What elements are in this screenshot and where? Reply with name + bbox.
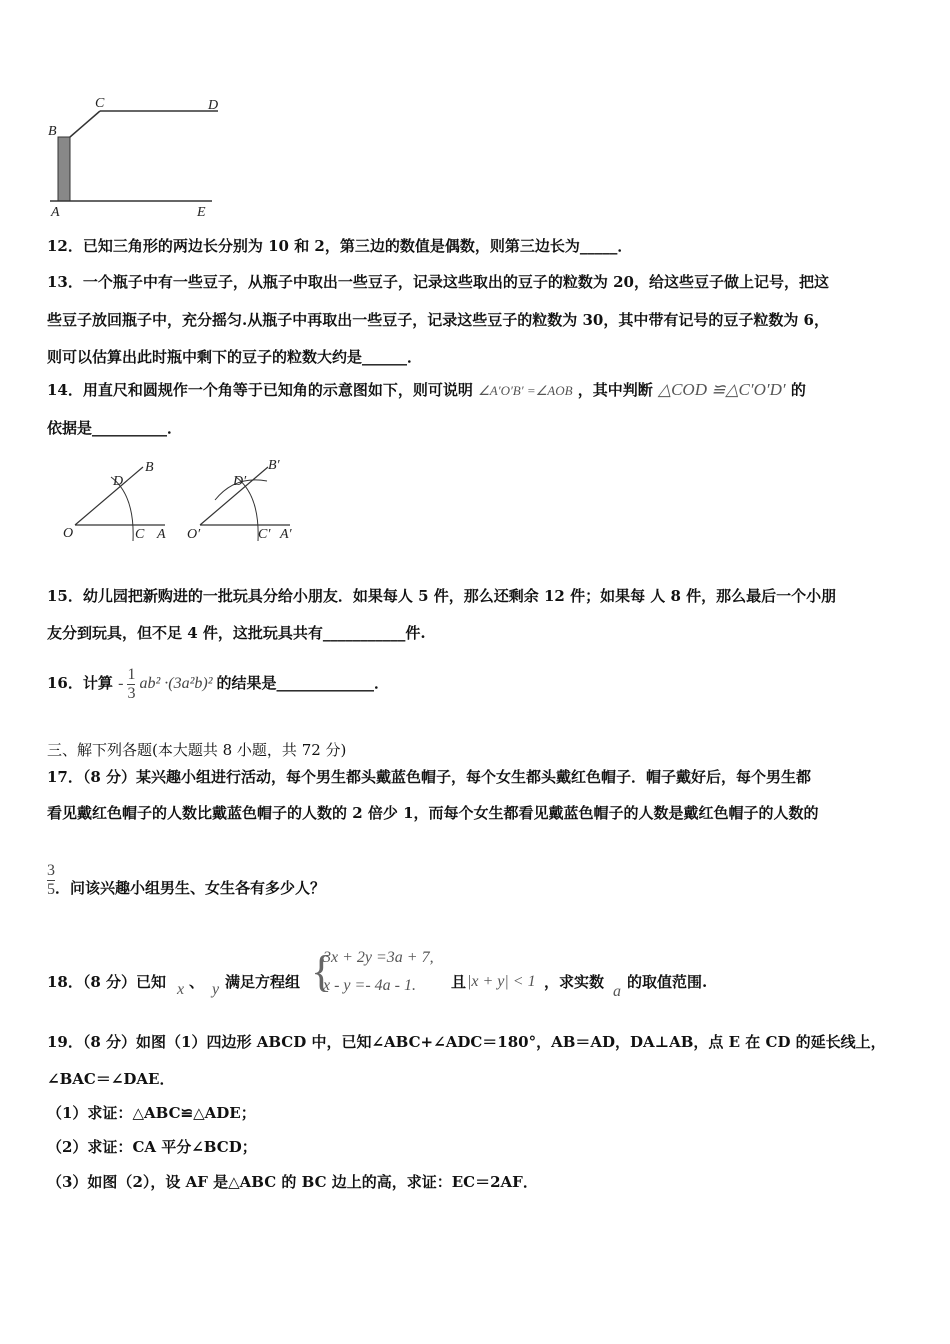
q16-den: 3: [127, 684, 136, 702]
q13-line2: 些豆子放回瓶子中，充分摇匀.从瓶子中再取出一些豆子，记录这些豆子的粒数为 30，其中带有记号的豆子粒数为 6，: [47, 311, 829, 329]
q19-line1: 19．（8 分）如图（1）四边形 ABCD 中，已知∠ABC+∠ADC＝180°，AB＝AD，DA⊥AB，点 E 在 CD 的延长线上，: [47, 1033, 886, 1051]
q15-line2: 友分到玩具，但不足 4 件，这批玩具共有___________件.: [47, 624, 426, 642]
q14-angle-eq: ∠A′O′B′ =∠AOB: [478, 383, 573, 398]
right-label-a: A′: [280, 527, 292, 542]
section-3-heading: 三、解下列各题(本大题共 8 小题，共 72 分): [47, 741, 347, 759]
q18-sep: 、: [189, 973, 205, 991]
q17-line2: 看见戴红色帽子的人数比戴蓝色帽子的人数的 2 倍少 1，而每个女生都看见戴蓝色帽子的人数是戴红色帽子的人数的: [47, 804, 819, 822]
left-label-o: O: [63, 526, 74, 541]
label-c: C: [95, 96, 105, 111]
q14-text-c: 的: [790, 381, 806, 399]
q16: [47, 660, 389, 707]
q14-line2: 依据是__________．: [47, 419, 183, 437]
figure-14: [55, 455, 315, 555]
right-label-b: B′: [268, 458, 280, 473]
q17-line3: [47, 862, 325, 899]
q19-part3: （3）如图（2），设 AF 是△ABC 的 BC 边上的高，求证：EC＝2AF．: [47, 1173, 538, 1191]
right-label-d: D′: [233, 474, 247, 489]
right-label-o: O′: [187, 527, 201, 542]
q17-text: ．问该兴趣小组男生、女生各有多少人？: [55, 879, 326, 897]
label-d: D: [208, 98, 219, 113]
q14-text-a: 14．用直尺和圆规作一个角等于已知角的示意图如下，则可说明: [47, 381, 473, 399]
q18-text-e: 的取值范围.: [627, 973, 708, 991]
q19-part2: （2）求证：CA 平分∠BCD；: [47, 1138, 257, 1156]
q17-num: 3: [47, 862, 55, 879]
left-ray-ob: [75, 467, 143, 525]
q18-eq2: x - y =- 4a - 1.: [323, 977, 416, 994]
q15-line1: 15．幼儿园把新购进的一批玩具分给小朋友．如果每人 5 件，那么还剩余 12 件；如果每 人 8 件，那么最后一个小朋: [47, 587, 837, 605]
q16-text-b: 的结果是_____________．: [216, 674, 389, 692]
pillar: [58, 137, 70, 201]
q13-line1: 13．一个瓶子中有一些豆子，从瓶子中取出一些豆子，记录这些取出的豆子的粒数为 20，给这些豆子做上记号，把这: [47, 273, 829, 291]
left-label-a: A: [157, 527, 166, 542]
label-b: B: [48, 124, 57, 139]
q18-text-d: ，求实数: [544, 973, 605, 991]
left-label-c: C: [135, 527, 145, 542]
left-label-d: D: [113, 474, 124, 489]
left-label-b: B: [145, 460, 154, 475]
q19-part1: （1）求证：△ABC≌△ADE；: [47, 1104, 256, 1122]
right-label-c: C′: [258, 527, 271, 542]
q14-congruence: △COD ≌△C′O′D′: [658, 380, 786, 399]
q18-brace: {: [311, 947, 333, 996]
q17-line1: 17．（8 分）某兴趣小组进行活动，每个男生都头戴蓝色帽子，每个女生都头戴红色帽子．帽子戴好后，每个男生都: [47, 768, 812, 786]
q14-text-b: ，其中判断: [577, 381, 653, 399]
q17-den: 5: [47, 881, 55, 898]
label-a: A: [51, 205, 60, 220]
q16-rest: ab² ·(3a²b)²: [139, 675, 213, 692]
q19-line2: ∠BAC＝∠DAE．: [47, 1070, 175, 1088]
q18-a-var: a: [613, 983, 621, 1000]
q14-line1: [47, 380, 806, 401]
q16-expr: [118, 665, 216, 702]
q18-x: x: [177, 981, 185, 998]
q12: 12．已知三角形的两边长分别为 10 和 2，第三边的数值是偶数，则第三边长为_____．: [47, 237, 633, 255]
q13-line3: 则可以估算出此时瓶中剩下的豆子的粒数大约是______．: [47, 348, 423, 366]
q18-eq1: 3x + 2y =3a + 7,: [323, 949, 434, 966]
q18-text-b: 满足方程组: [225, 973, 301, 991]
q16-num: 1: [127, 665, 136, 683]
line-bc: [70, 111, 100, 137]
q16-fraction: [127, 666, 135, 703]
q17-fraction: [47, 862, 55, 899]
q18-abs: |x + y| < 1: [467, 973, 536, 990]
q16-sign: -: [118, 675, 124, 692]
label-e: E: [197, 205, 206, 220]
q16-text-a: 16．计算: [47, 674, 113, 692]
q18-text-a: 18．（8 分）已知: [47, 973, 167, 991]
q18-text-c: 且: [451, 973, 467, 991]
figure-top: [40, 95, 230, 220]
q18-y: y: [212, 981, 220, 998]
